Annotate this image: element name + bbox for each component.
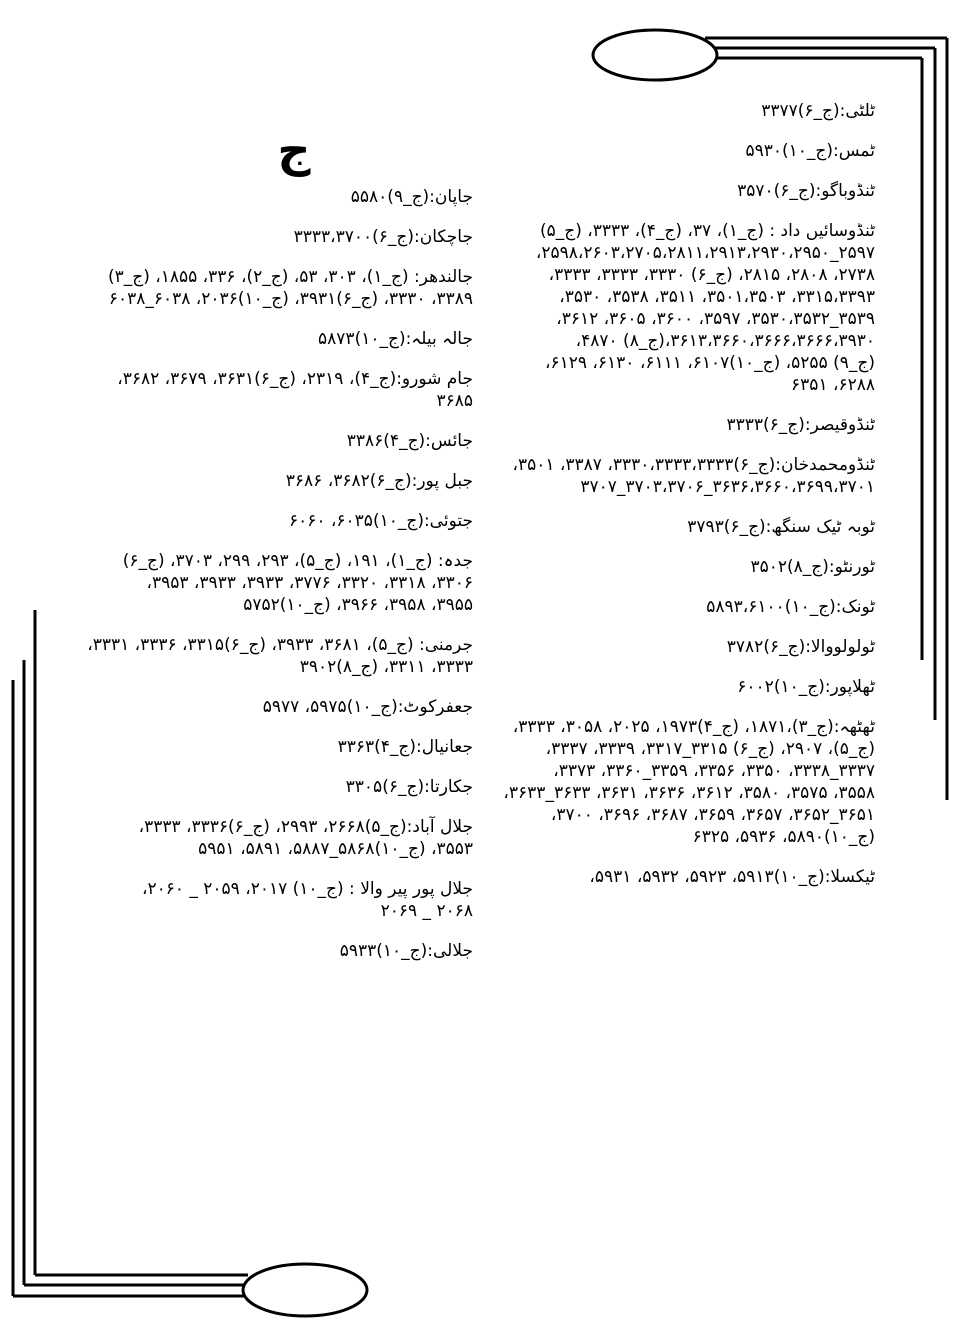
index-entry-line: جائس:(ج_۴)۳۳۸۶ [346,431,473,451]
index-entry-line: ٹوبہ ٹیک سنگھ:(ج_۶)۳۷۹۳ [687,517,875,537]
index-column-right [490,100,875,888]
index-entry-line: ٹنڈوقیصر:(ج_۶)۳۳۳۳ [726,415,875,435]
index-entry-line: ٹھٹھہ:(ج_۳)،۱۸۷۱، (ج_۴)۱۹۷۳، ۲۰۲۵، ۳۰۵۸، ۳۳۳۳، [512,717,875,737]
index-entry-line: ۳۳۰۶، ۳۳۱۸، ۳۳۲۰، ۳۷۷۶، ۳۹۳۳، ۳۹۳۳، ۳۹۵۳، [146,573,473,593]
index-entry-line: ۳۹۵۵، ۳۹۵۸، ۳۹۶۶، (ج_۱۰)۵۷۵۲ [243,595,473,615]
index-entry-line: جلال آباد:(ج_۵)۲۶۶۸، ۲۹۹۳، (ج_۶)۳۳۳۶، ۳۳۳۳، [138,817,473,837]
index-entry-line: ٹلٹی:(ج_۶)۳۳۷۷ [761,101,875,121]
index-entry-line: ۳۳۸۹، ۳۳۳۰، (ج_۶)۳۹۳۱، (ج_۱۰)۲۰۳۶، ۶۰۳۸_۶۰۳۸ [108,289,473,309]
index-entry-line: ۳۳۳۳، ۳۳۱۱، (ج_۸)۳۹۰۲ [299,657,473,677]
index-entry-line: ٹیکسلا:(ج_۱۰)۵۹۱۳، ۵۹۲۳، ۵۹۳۲، ۵۹۳۱، [589,867,875,887]
index-entry-line: ۲۵۹۷_۲۵۹۸،۲۶۰۳،۲۷۰۵،۲۸۱۱،۲۹۱۳،۲۹۳۰،۲۹۵۰، [535,243,875,263]
index-entry-line: جلال پور پیر والا : (ج_۱۰) ۲۰۱۷، ۲۰۵۹ _ ۲۰۶۰، [141,879,473,899]
index-entry-line: ۳۳۳۷_۳۳۳۸، ۳۳۵۰، ۳۳۵۶، ۳۳۵۹_۳۳۶۰، ۳۳۷۳، [553,761,875,781]
index-entry-line: (ج_۹) ۵۲۵۵، (ج_۱۰)۶۱۰۷، ۶۱۱۱، ۶۱۳۰، ۶۱۲۹، [544,353,875,373]
index-entry-line: ۲۰۶۸ _ ۲۰۶۹ [380,901,473,921]
index-entry-line: جلالی:(ج_۱۰)۵۹۳۳ [339,941,473,961]
index-entry-line: ۲۷۳۸، ۲۸۰۸، ۲۸۱۵، (ج_۶) ۳۳۳۰، ۳۳۳۳، ۳۳۳۳، [548,265,875,285]
index-entry-line: ٹنڈوسائیں داد : (ج_۱)، ۳۷، (ج_۴)، ۳۳۳۳، (ج_۵) [539,221,875,241]
index-entry-line: جبل پور:(ج_۶)۳۶۸۲، ۳۶۸۶ [285,471,473,491]
index-entry-line: ٹھلاپور:(ج_۱۰)۶۰۰۲ [737,677,875,697]
index-entry-line: ۳۵۳۹_۳۵۳۰،۳۵۳۲، ۳۵۹۷، ۳۶۰۰، ۳۶۰۵، ۳۶۱۲، [556,309,875,329]
index-entry-line: ۳۶۳۶،۳۶۶۰،۳۶۹۹،۳۷۰۱_۳۷۰۳،۳۷۰۶_۳۷۰۷ [580,477,875,497]
index-entry-line: جعفرکوٹ:(ج_۱۰)۵۹۷۵، ۵۹۷۷ [262,697,473,717]
index-entry-line: ۳۵۵۳، (ج_۱۰)۵۸۶۸_۵۸۸۷، ۵۸۹۱، ۵۹۵۱ [198,839,473,859]
index-entry-line: جالندھر: (ج_۱)، ۳۰۳، ۵۳، (ج_۲)، ۳۳۶، ۱۸۵۵، (ج_۳) [107,267,473,287]
index-entry-line: ۳۵۵۸، ۳۵۷۵، ۳۵۸۰، ۳۶۱۲، ۳۶۳۶، ۳۶۳۱، ۳۶۳۳_۳۶۳۳، [503,783,875,803]
index-entry-line: جالہ بیلہ:(ج_۱۰)۵۸۷۳ [318,329,473,349]
index-entry-line: ٹنڈوباگو:(ج_۶)۳۵۷۰ [737,181,875,201]
index-entry-line: ٹولولووالا:(ج_۶)۳۷۸۲ [726,637,875,657]
index-entry-line: جتوئی:(ج_۱۰)۶۰۳۵، ۶۰۶۰ [288,511,473,531]
index-column-left [75,120,473,962]
index-entry-line: ٹورنٹو:(ج_۸)۳۵۰۲ [750,557,875,577]
bottom-oval-ornament [243,1264,367,1316]
index-entry-line: ۳۶۸۵ [436,391,473,411]
index-entry-line: جاچکان:(ج_۶)۳۳۳۳،۳۷۰۰ [293,227,473,247]
index-entry-line: جکارتا:(ج_۶)۳۳۰۵ [345,777,473,797]
index-entry-line: جرمنی: (ج_۵)، ۳۶۸۱، ۳۹۳۳، (ج_۶)۳۳۱۵، ۳۳۳۶، ۳۳۳۱، [87,635,473,655]
index-entry-line: (ج_۵)، ۲۹۰۷، (ج_۶) ۳۳۱۵_۳۳۱۷، ۳۳۳۹، ۳۳۳۷، [545,739,875,759]
index-entry-line: جاپان:(ج_۹)۵۵۸۰ [350,187,473,207]
index-entry-line: ٹمس:(ج_۱۰)۵۹۳۰ [745,141,875,161]
top-oval-ornament [593,30,717,80]
index-entry-line: ۳۳۱۵،۳۳۹۳، ۳۵۰۱،۳۵۰۳، ۳۵۱۱، ۳۵۳۸، ۳۵۳۰، [559,287,875,307]
index-entry-line: جعانیال:(ج_۴)۳۳۶۳ [337,737,473,757]
index-entry-line: ٹونک:(ج_۱۰)۵۸۹۳،۶۱۰۰ [706,597,875,617]
index-entry-line: ۶۲۸۸، ۶۳۵۱ [791,375,875,395]
index-entry-line: ۳۶۵۱_۳۶۵۲، ۳۶۵۷، ۳۶۵۹، ۳۶۸۷، ۳۶۹۶، ۳۷۰۰، [550,805,875,825]
left-entries [75,186,473,962]
index-entry-line: جدہ: (ج_۱)، ۱۹۱، (ج_۵)، ۲۹۳، ۲۹۹، ۳۷۰۳، (ج_۶) [122,551,473,571]
index-entry-line: (ج_۱۰)۵۸۹۰، ۵۹۳۶، ۶۳۲۵ [692,827,875,847]
index-entry-line: ٹنڈومحمدخان:(ج_۶)۳۳۳۰،۳۳۳۳،۳۳۳۳، ۳۳۸۷، ۳۵۰۱، [512,455,875,475]
index-entry-line: جام شورو:(ج_۴)، ۲۳۱۹، (ج_۶)۳۶۳۱، ۳۶۷۹، ۳۶۸۲، [117,369,473,389]
index-entry-line: ۳۶۱۳،۳۶۶۰،۳۶۶۶،۳۶۶۶،۳۹۳۰،(ج_۸) ۴۸۷۰، [575,331,875,351]
section-letter-heading: ج [277,123,311,177]
